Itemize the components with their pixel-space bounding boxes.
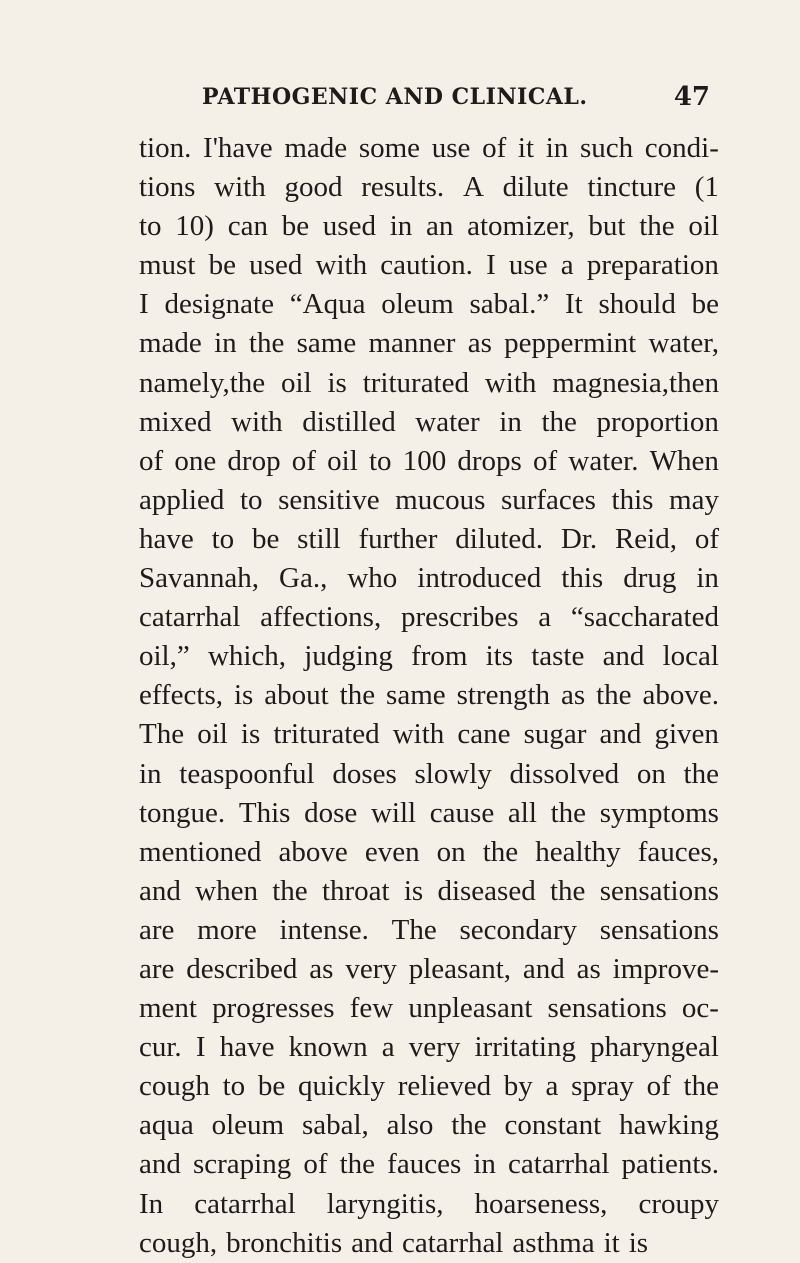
word: cough, [139,1226,218,1259]
word: constant [504,1109,602,1142]
word: strength [456,679,551,712]
text-line [139,324,719,363]
word: Savannah, [139,562,259,595]
word: taste [531,640,585,673]
running-head: PATHOGENIC AND CLINICAL. [202,84,588,110]
word: slowly [414,757,492,790]
word: made [139,327,202,360]
word: some [358,132,421,164]
word: be [208,249,236,282]
word: peppermint [504,327,637,360]
word: be [257,1070,286,1103]
word: above [278,835,348,868]
word: croupy [638,1187,719,1220]
word: the [451,1109,487,1142]
word: the [549,874,586,907]
text-line [139,833,719,872]
word: catarrhal [508,1148,610,1181]
word: In [139,1187,164,1220]
word: fauces, [637,835,719,868]
word: I [195,1031,206,1064]
word: sabal.” [469,288,550,321]
word: dilute [502,171,569,204]
word: a [381,1031,395,1064]
word: prescribes [400,601,519,634]
word: I [139,288,149,321]
word: be [251,522,280,555]
word: water, [648,327,719,360]
word: namely,the [139,366,266,399]
text-line [139,1145,719,1184]
word: sensations [599,874,719,907]
word: the [596,679,632,712]
word: ment [139,992,197,1025]
word: unpleasant [408,992,533,1025]
page-number: 47 [673,82,710,112]
word: and [139,1148,181,1181]
text-line [139,911,719,950]
word: in [696,562,719,595]
word: triturated [362,366,469,399]
word: this [561,562,604,595]
word: the [339,679,376,712]
text-line [139,989,719,1028]
word: have [219,1031,275,1064]
word: in [545,132,569,164]
word: to [211,522,235,555]
word: are [139,913,175,946]
word: results. [361,171,445,204]
word: cur. [139,1031,182,1064]
word: in [214,327,237,360]
word: is [403,874,424,907]
word: when [195,874,258,907]
word: Reid, [614,522,677,555]
text-line [139,481,719,520]
word: all [507,796,537,829]
word: The [139,718,185,751]
word: distilled [302,405,396,438]
word: A [462,171,484,204]
word: of [291,444,316,477]
text-line [139,1067,719,1106]
word: I [486,249,496,282]
text-line [139,285,719,324]
word: a [545,1070,559,1103]
word: made [284,132,348,164]
word: applied [139,483,225,516]
word: can [227,210,268,243]
word: is [628,1226,649,1259]
word: atomizer, [467,210,575,243]
word: such [579,132,634,164]
word: very [345,952,397,985]
word: Ga., [279,562,328,595]
word: cane [457,718,511,751]
word: sabal, [301,1109,369,1142]
text-line [139,637,719,676]
word: progresses [212,992,335,1025]
word: affections, [260,601,382,634]
text-line [139,1185,719,1224]
word: use [431,132,471,164]
word: catarrhal [139,601,241,634]
word: surfaces [500,483,596,516]
word: in [499,405,522,438]
word: hoarseness, [474,1187,608,1220]
word: water. [568,444,639,477]
word: aqua [139,1109,194,1142]
text-line [139,129,719,168]
word: cough [139,1070,210,1103]
text-line [139,403,719,442]
word: of [646,1070,671,1103]
word: and [602,640,645,673]
word: above. [642,679,719,712]
word: this [611,483,654,516]
text-line [139,676,719,715]
word: used [249,249,303,282]
word: designate [164,288,274,321]
word: on [636,757,666,790]
word: teaspoonful [179,757,315,790]
word: the [248,327,285,360]
word: healthy [535,835,621,868]
word: diluted. [455,522,544,555]
word: tincture [587,171,677,204]
word: the [272,874,308,907]
text-line [139,872,719,911]
text-line [139,168,719,207]
word: caution. [380,249,473,282]
word: sugar [523,718,587,751]
word: spray [571,1070,634,1103]
word: also [386,1109,434,1142]
word: but [588,210,626,243]
word: the [541,405,577,438]
word: oil [281,366,312,399]
word: as [560,679,586,712]
word: with [484,366,537,399]
word: and [351,1226,393,1259]
word: The [391,913,437,946]
word: of [533,444,558,477]
word: 10) [175,210,214,243]
text-line [139,207,719,246]
word: proportion [596,405,719,438]
word: relieved [397,1070,492,1103]
word: good [284,171,343,204]
text-line [139,364,719,403]
word: which, [207,640,287,673]
word: is [327,366,347,399]
word: symptoms [599,796,719,829]
word: When [649,444,719,477]
word: its [485,640,514,673]
word: be [281,210,310,243]
word: mentioned [139,835,262,868]
word: in [139,757,162,790]
word: oil [327,444,358,477]
word: secondary [459,913,577,946]
word: oc- [681,992,719,1025]
text-line [139,520,719,559]
word: known [288,1031,368,1064]
word: used [322,210,376,243]
page-header [140,84,710,118]
word: intense. [279,913,369,946]
word: be [691,288,719,321]
text-line [139,1028,719,1067]
text-line [139,715,719,754]
word: preparation [586,249,719,282]
text-line [139,755,719,794]
word: water [415,405,480,438]
word: pharyngeal [590,1031,719,1064]
word: patients. [621,1148,719,1181]
word: cause [429,796,495,829]
word: dissolved [509,757,620,790]
word: even [364,835,420,868]
word: on [436,835,466,868]
word: the [550,796,587,829]
word: asthma [512,1226,595,1259]
word: sensations [547,992,667,1025]
word: in [389,210,413,243]
word: dose [304,796,358,829]
text-line [139,950,719,989]
word: same [386,679,446,712]
word: have [139,522,194,555]
word: the [339,1148,376,1181]
word: magnesia,then [552,366,719,399]
word: is [240,718,261,751]
word: tions [139,171,196,204]
word: and [599,718,642,751]
word: with [392,718,445,751]
word: the [683,757,719,790]
word: oil [197,718,228,751]
text-line [139,559,719,598]
word: the [639,210,675,243]
word: one [174,444,217,477]
word: of [694,522,719,555]
word: scraping [192,1148,292,1181]
word: I'have [203,132,273,164]
word: described [186,952,298,985]
word: catarrhal [402,1226,504,1259]
word: mixed [139,405,212,438]
word: oil,” [139,640,190,673]
word: as [309,952,334,985]
word: should [598,288,676,321]
word: must [139,249,196,282]
word: irritating [474,1031,576,1064]
word: mucous [395,483,486,516]
word: oleum [381,288,454,321]
word: oil [688,210,719,243]
word: and [522,952,565,985]
word: improve- [612,952,719,985]
word: doses [332,757,397,790]
word: it [517,132,535,164]
word: drop [227,444,281,477]
text-line [139,442,719,481]
word: use [508,249,548,282]
word: bronchitis [226,1226,343,1259]
word: laryngitis, [326,1187,444,1220]
word: tongue. [139,796,226,829]
word: with [315,249,368,282]
word: throat [321,874,390,907]
word: of [139,444,164,477]
text-line [139,794,719,833]
word: triturated [273,718,380,751]
text-line [139,1106,719,1145]
word: judging [304,640,393,673]
word: of [482,132,507,164]
word: a [560,249,574,282]
word: from [411,640,468,673]
word: few [349,992,394,1025]
word: in [473,1148,496,1181]
word: (1 [694,171,719,204]
word: is [233,679,254,712]
word: to [139,210,162,243]
word: oleum [211,1109,285,1142]
word: Dr. [560,522,598,555]
word: diseased [437,874,536,907]
word: sensitive [278,483,380,516]
word: to [222,1070,246,1103]
word: introduced [417,562,542,595]
word: as [467,327,492,360]
word: the [683,1070,719,1103]
word: given [654,718,719,751]
word: of [303,1148,328,1181]
word: more [197,913,257,946]
word: condi- [644,132,719,164]
word: drops [457,444,522,477]
word: a [538,601,552,634]
word: and [139,874,181,907]
word: with [214,171,266,204]
word: will [370,796,417,829]
word: “saccharated [570,601,719,634]
text-line [139,1224,719,1263]
word: still [297,522,341,555]
word: to [239,483,263,516]
word: sensations [599,913,719,946]
word: 100 [402,444,447,477]
word: with [231,405,283,438]
word: hawking [619,1109,719,1142]
word: effects, [139,679,223,712]
word: quickly [297,1070,385,1103]
word: drug [623,562,677,595]
word: about [264,679,329,712]
word: very [408,1031,461,1064]
word: who [347,562,398,595]
word: This [238,796,291,829]
text-line [139,246,719,285]
word: it [603,1226,620,1259]
word: catarrhal [194,1187,296,1220]
word: an [426,210,454,243]
word: may [669,483,719,516]
word: further [358,522,438,555]
word: It [565,288,583,321]
word: the [482,835,519,868]
text-line [139,598,719,637]
word: manner [368,327,456,360]
word: tion. [139,132,192,164]
word: as [576,952,601,985]
word: fauces [387,1148,462,1181]
word: pleasant, [408,952,511,985]
word: local [662,640,719,673]
word: by [503,1070,533,1103]
word: to [368,444,392,477]
word: same [296,327,357,360]
word: “Aqua [289,288,366,321]
body-text [139,129,719,1263]
word: are [139,952,175,985]
